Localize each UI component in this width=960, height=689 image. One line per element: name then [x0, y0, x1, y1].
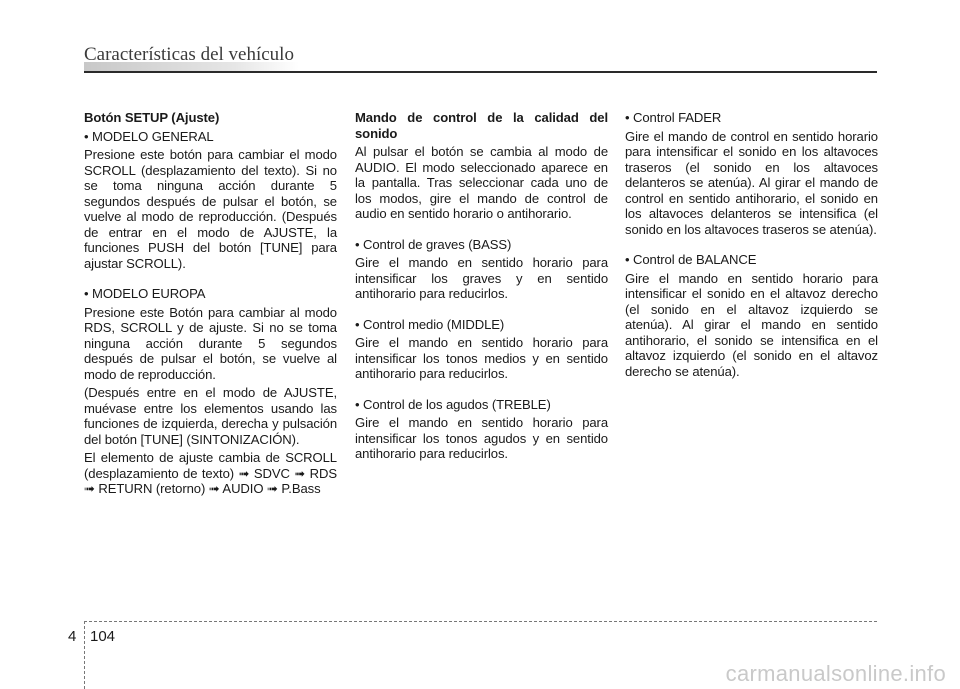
column-2: [355, 110, 608, 462]
footer-divider: [84, 621, 85, 689]
bass-label: • Control de graves (BASS): [355, 236, 512, 252]
general-model-text: Presione este botón para cambiar el modo SCROLL (desplazamiento del texto). Si no se toma ninguna acción durante 5 segundos después de pulsar el botón, se vuelve al modo de reproducción. (Después de entrar en el modo de AJUSTE, la funciones PUSH del botón [TUNE] para ajustar SCROLL).: [84, 147, 337, 271]
watermark: carmanualsonline.info: [725, 661, 946, 686]
balance-label: • Control de BALANCE: [625, 252, 757, 267]
sound-quality-intro: Al pulsar el botón se cambia al modo de AUDIO. El modo seleccionado aparece en la pantalla. Tras seleccionar cada uno de los modos, gire el mando de control de audio en sentido horario o antihorario.: [355, 144, 608, 221]
general-model-label: • MODELO GENERAL: [84, 128, 214, 144]
middle-text: Gire el mando en sentido horario para intensificar los tonos medios y en sentido antihorario para reducirlos.: [355, 335, 608, 381]
fader-label: • Control FADER: [625, 110, 722, 125]
treble-label: • Control de los agudos (TREBLE): [355, 396, 551, 412]
footer-rule: [84, 621, 877, 622]
europe-model-text-3: El elemento de ajuste cambia de SCROLL (desplazamiento de texto) ➟ SDVC ➟ RDS ➟ RETURN (retorno) ➟ AUDIO ➟ P.Bass: [84, 450, 337, 496]
header-rule: [84, 71, 877, 73]
sound-quality-heading: Mando de control de la calidad del sonido: [355, 110, 608, 141]
page-header-title: Características del vehículo: [84, 44, 294, 65]
europe-model-text: Presione este Botón para cambiar al modo RDS, SCROLL y de ajuste. Si no se toma ninguna acción durante 5 segundos después de pulsar el botón, se vuelve al modo de reproducción.: [84, 304, 337, 382]
column-1: [84, 110, 337, 497]
chapter-number: 4: [68, 628, 77, 645]
page-number: 104: [90, 628, 116, 645]
treble-text: Gire el mando en sentido horario para intensificar los tonos agudos y en sentido antihorario para reducirlos.: [355, 415, 608, 461]
column-3: [625, 110, 878, 379]
bass-text: Gire el mando en sentido horario para intensificar los graves y en sentido antihorario para reducirlos.: [355, 255, 608, 301]
middle-label: • Control medio (MIDDLE): [355, 316, 505, 332]
fader-text: Gire el mando de control en sentido horario para intensificar el sonido en los altavoces traseros (el sonido en los altavoces delanteros se atenúa). Al girar el mando de control en sentido antihorario, el sonido en los altavoces delanteros se intensifica (el sonido en los altavoces traseros se atenúa).: [625, 128, 878, 237]
europe-model-label: • MODELO EUROPA: [84, 286, 206, 301]
balance-text: Gire el mando en sentido horario para intensificar el sonido en el altavoz derecho (el sonido en el altavoz izquierdo se atenúa). Al girar el mando en sentido antihorario, el sonido se intensifica en el altavoz izquierdo (el sonido en el altavoz derecho se atenúa).: [625, 270, 878, 379]
europe-model-text-2: (Después entre en el modo de AJUSTE, muévase entre los elementos usando las funciones de izquierda, derecha y pulsación del botón [TUNE] (SINTONIZACIÓN).: [84, 385, 337, 447]
setup-heading: Botón SETUP (Ajuste): [84, 110, 220, 125]
